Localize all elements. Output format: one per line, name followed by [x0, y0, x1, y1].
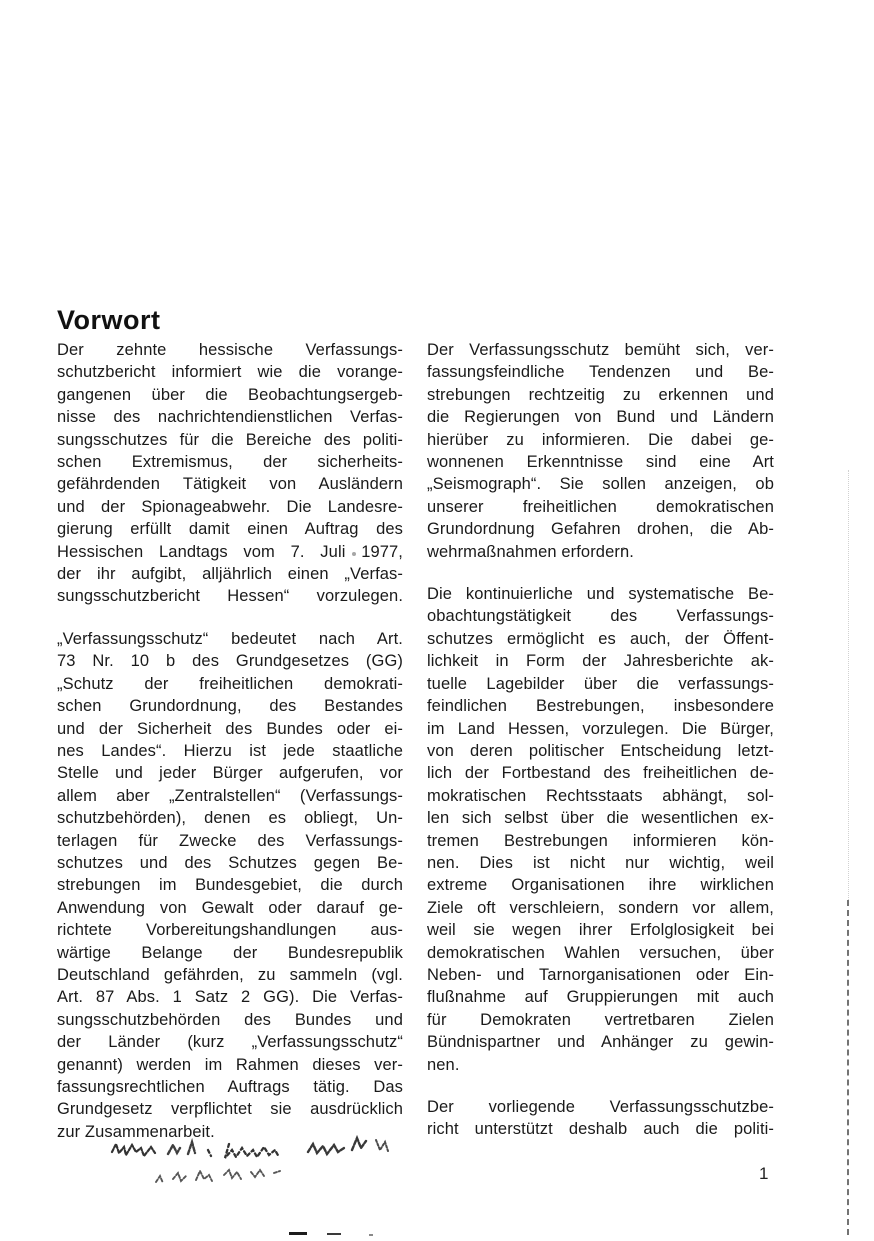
paragraph — [427, 1096, 774, 1141]
text-line: Ziele oft verschleiern, sondern vor allem, — [427, 898, 774, 917]
text-line: allem aber „Zentralstellen“ (Verfassungs- — [57, 786, 403, 805]
text-line: und der Sicherheit des Bundes oder ei- — [57, 719, 403, 738]
text-line: gangenen über die Beobachtungsergeb- — [57, 385, 403, 404]
text-line: zur Zusammenarbeit. — [57, 1122, 215, 1141]
text-line: flußnahme auf Gruppierungen mit auch — [427, 988, 774, 1007]
text-line: wehrmaßnahmen erfordern. — [427, 542, 634, 561]
text-line: tuelle Lagebilder über die verfassungs- — [427, 674, 774, 693]
text-line: nen. — [427, 1055, 460, 1074]
text-line: Anwendung von Gewalt oder darauf ge- — [57, 898, 403, 917]
text-line: strebungen rechtzeitig zu erkennen und — [427, 385, 774, 404]
text-line: fassungsfeindliche Tendenzen und Be- — [427, 363, 774, 382]
scan-artifact-dash — [369, 1234, 373, 1236]
text-line: Hessischen Landtags vom 7. Juli 1977, — [57, 542, 403, 561]
text-line: der ihr aufgibt, alljährlich einen „Verfas- — [57, 565, 403, 584]
text-line: gierung erfüllt damit einen Auftrag des — [57, 520, 403, 539]
scan-artifact-dash — [289, 1232, 307, 1235]
text-line: Grundordnung Gefahren drohen, die Ab- — [427, 520, 774, 539]
text-line: Art. 87 Abs. 1 Satz 2 GG). Die Verfas- — [57, 988, 403, 1007]
text-line: sungsschutzes für die Bereiche des politi- — [57, 430, 403, 449]
text-line: terlagen für Zwecke des Verfassungs- — [57, 831, 403, 850]
paragraph — [57, 628, 403, 1143]
page-title: Vorwort — [57, 305, 161, 336]
text-line: extreme Organisationen ihre wirklichen — [427, 876, 774, 895]
text-line: Grundgesetz verpflichtet sie ausdrücklich — [57, 1100, 403, 1119]
text-line: mokratischen Rechtsstaats abhängt, sol- — [427, 786, 774, 805]
text-line: richtete Vorbereitungshandlungen aus- — [57, 921, 403, 940]
text-line: Der Verfassungsschutz bemüht sich, ver- — [427, 341, 774, 359]
text-line: „Seismograph“. Sie sollen anzeigen, ob — [427, 475, 774, 494]
text-column-right — [427, 339, 774, 1141]
text-line: für Demokraten vertretbaren Zielen — [427, 1010, 774, 1029]
text-line: sungsschutzbehörden des Bundes und — [57, 1010, 403, 1029]
text-line: lich der Fortbestand des freiheitlichen de- — [427, 764, 774, 783]
text-line: und der Spionageabwehr. Die Landesre- — [57, 497, 403, 516]
handwritten-annotation — [98, 1130, 408, 1205]
text-line: Der vorliegende Verfassungsschutzbe- — [427, 1098, 774, 1116]
paragraph — [427, 583, 774, 1076]
text-line: strebungen im Bundesgebiet, die durch — [57, 876, 403, 895]
text-line: die Regierungen von Bund und Ländern — [427, 408, 774, 427]
text-line: feindlichen Bestrebungen, insbesondere — [427, 697, 774, 716]
text-line: demokratischen Wahlen versuchen, über — [427, 943, 774, 962]
text-line: im Land Hessen, vorzulegen. Die Bürger, — [427, 719, 774, 738]
text-line: nisse des nachrichtendienstlichen Verfas- — [57, 408, 403, 427]
text-line: Neben- und Tarnorganisationen oder Ein- — [427, 965, 774, 984]
text-line: tremen Bestrebungen informieren kön- — [427, 831, 774, 850]
scan-artifact-vertical-line-top — [848, 470, 849, 900]
text-line: schen Grundordnung, des Bestandes — [57, 697, 403, 716]
text-line: Der zehnte hessische Verfassungs- — [57, 341, 403, 359]
text-line: Die kontinuierliche und systematische Be- — [427, 585, 774, 604]
text-line: hierüber zu informieren. Die dabei ge- — [427, 430, 774, 449]
text-line: nes Landes“. Hierzu ist jede staatliche — [57, 741, 403, 760]
text-line: schutzes und des Schutzes gegen Be- — [57, 853, 403, 872]
paragraph — [57, 339, 403, 608]
text-line: richt unterstützt deshalb auch die politi- — [427, 1120, 774, 1139]
text-line: der Länder (kurz „Verfassungsschutz“ — [57, 1033, 403, 1052]
text-line: Bündnispartner und Anhänger zu gewin- — [427, 1033, 774, 1052]
text-line: obachtungstätigkeit des Verfassungs- — [427, 607, 774, 626]
text-line: von deren politischer Entscheidung letzt- — [427, 741, 774, 760]
text-column-left — [57, 339, 403, 1143]
text-line: Stelle und jeder Bürger aufgerufen, vor — [57, 764, 403, 783]
text-line: wärtige Belange der Bundesrepublik — [57, 943, 403, 962]
text-line: 73 Nr. 10 b des Grundgesetzes (GG) — [57, 652, 403, 671]
text-line: len sich selbst über die wesentlichen ex- — [427, 809, 774, 828]
text-line: schen Extremismus, der sicherheits- — [57, 453, 403, 472]
text-line: „Verfassungsschutz“ bedeutet nach Art. — [57, 629, 403, 648]
text-line: schutzbehörden), denen es obliegt, Un- — [57, 809, 403, 828]
paragraph — [427, 339, 774, 563]
text-line: fassungsrechtlichen Auftrags tätig. Das — [57, 1078, 403, 1096]
text-line: nen. Dies ist nicht nur wichtig, weil — [427, 853, 774, 872]
page-number: 1 — [759, 1164, 769, 1183]
text-line: schutzbericht informiert wie die vorange- — [57, 363, 403, 382]
text-line: lichkeit in Form der Jahresberichte ak- — [427, 652, 774, 671]
text-line: Deutschland gefährden, zu sammeln (vgl. — [57, 965, 403, 984]
text-line: wonnenen Erkenntnisse sind eine Art — [427, 453, 774, 472]
text-line: sungsschutzbericht Hessen“ vorzulegen. — [57, 587, 403, 606]
text-line: „Schutz der freiheitlichen demokrati- — [57, 674, 403, 693]
scan-artifact-vertical-line-bottom — [847, 900, 849, 1235]
scan-artifact-dash — [327, 1233, 341, 1235]
text-line: unserer freiheitlichen demokratischen — [427, 497, 774, 516]
text-line: schutzes ermöglicht es auch, der Öffent- — [427, 629, 774, 648]
text-line: genannt) werden im Rahmen dieses ver- — [57, 1055, 403, 1074]
text-line: gefährdenden Tätigkeit von Ausländern — [57, 475, 403, 494]
text-line: weil sie wegen ihrer Erfolglosigkeit bei — [427, 921, 774, 940]
